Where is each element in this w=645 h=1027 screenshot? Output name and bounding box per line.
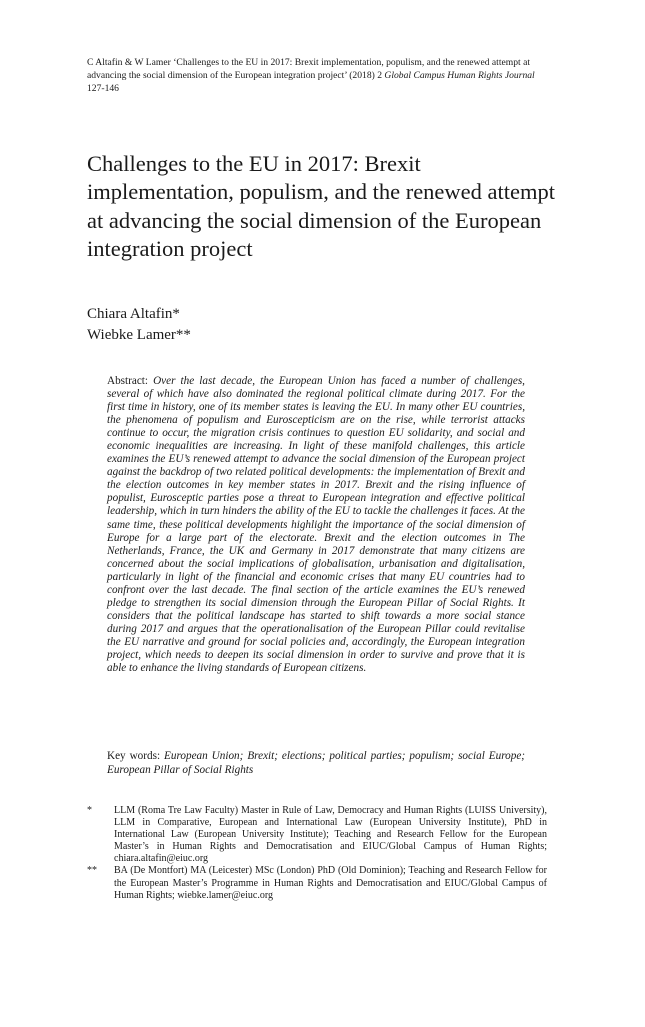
keywords-label: Key words: [107,750,165,762]
journal-name: Global Campus Human Rights Journal [384,70,535,81]
footnotes [87,805,547,902]
footnote-text: LLM (Roma Tre Law Faculty) Master in Rule of Law, Democracy and Human Rights (LUISS University), LLM in Comparative, European and International Law (European University Institute), PhD in International Law (European University Institute); Teaching and Research Fellow for the European Master’s in Human Rights and Democratisation and EIUC/Global Campus of Human Rights; chiara.altafin@eiuc.org [114,805,547,865]
citation-header [87,56,549,95]
abstract-text: Over the last decade, the European Union has faced a number of challenges, several of which have also dominated the regional political climate during 2017. For the first time in history, one of its member states is leaving the EU. In many other EU countries, the phenomena of populism and Euroscepticism are on the rise, while terrorist attacks continue to occur, the migration crisis continues to question EU solidarity, and social and economic inequalities are increasing. In light of these manifold challenges, this article examines the EU’s renewed attempt to advance the social dimension of the European project against the backdrop of two related political developments: the implementation of Brexit and the election outcomes in key member states in 2017. Brexit and the rising influence of populist, Eurosceptic parties pose a threat to European integration and effective political leadership, which in turn hinders the ability of the EU to tackle the challenges it faces. At the same time, these political developments highlight the importance of the social dimension of Europe for a large part of the electorate. Brexit and the election outcomes in The Netherlands, France, the UK and Germany in 2017 demonstrate that many citizens are concerned about the social implications of globalisation, urbanisation and digitalisation, particularly in light of the financial and economic crises that many EU countries had to confront over the last decade. The final section of the article examines the EU’s renewed pledge to strengthen its social dimension through the European Pillar of Social Rights. It considers that the political landscape has started to shift towards a more social stance during 2017 and argues that the operationalisation of the European Pillar could revitalise the EU narrative and ground for social policies and, accordingly, the European integration project, which needs to deepen its social dimension in order to survive and prove that it is able to enhance the living standards of European citizens. [107,375,525,675]
article-title: Challenges to the EU in 2017: Brexit implementation, populism, and the renewed attempt at advancing the social dimension of the European integration project [87,151,556,262]
footnote-mark: * [87,805,92,816]
abstract [107,375,525,675]
author-name: Wiebke Lamer** [87,326,191,343]
footnote [87,865,547,901]
keywords [107,750,525,777]
author-name: Chiara Altafin* [87,306,180,322]
keywords-text: European Union; Brexit; elections; political parties; populism; social Europe; European Pillar of Social Rights [107,750,526,776]
citation-text: C Altafin & W Lamer ‘Challenges to the EU in 2017: Brexit implementation, populism, and the renewed attempt at advancing the social dimension of the European integration project’ (2018) 2 [87,57,530,81]
author-list [87,304,191,345]
footnote-text: BA (De Montfort) MA (Leicester) MSc (London) PhD (Old Dominion); Teaching and Research Fellow for the European Master’s Programme in Human Rights and Democratisation and EIUC/Global Campus of Human Rights; wiebke.lamer@eiuc.org [114,865,547,901]
citation-pages: 127-146 [87,83,119,94]
abstract-label: Abstract: [107,375,154,387]
footnote-mark: ** [87,865,97,877]
footnote [87,805,547,865]
